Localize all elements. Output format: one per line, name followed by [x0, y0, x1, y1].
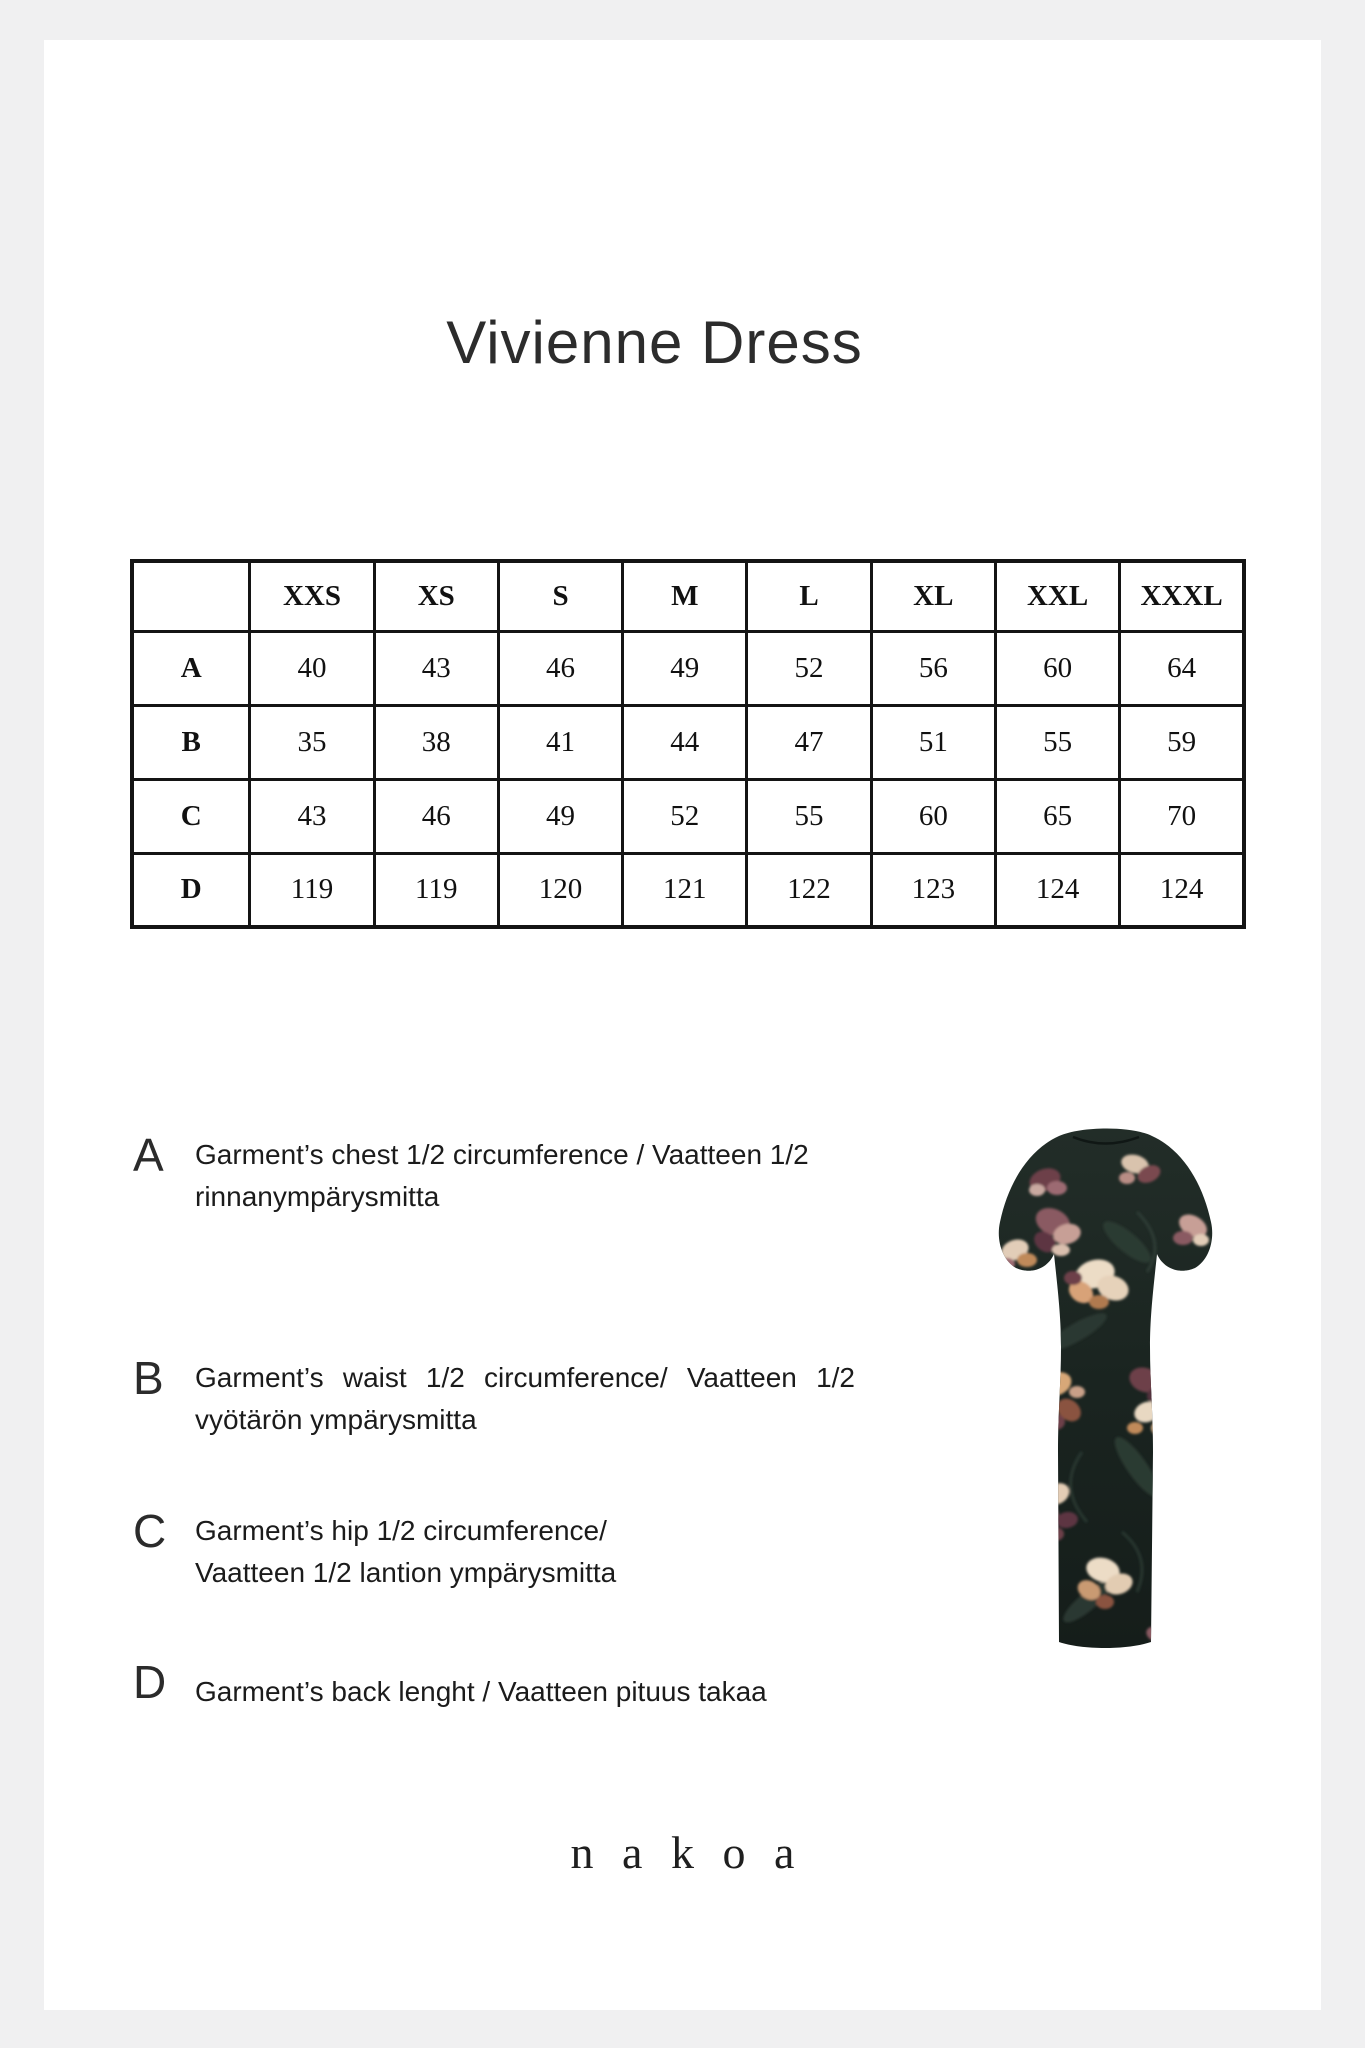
size-value-cell: 120 [498, 853, 622, 927]
measurement-letter: C [133, 1505, 167, 1557]
size-value-cell: 55 [747, 779, 871, 853]
size-column-header: XL [871, 561, 995, 631]
measurement-description-line: Garment’s back lenght / Vaatteen pituus takaa [195, 1676, 767, 1707]
size-row-label: A [132, 631, 250, 705]
measurement-item-c [130, 1505, 855, 1594]
measurement-item-d [130, 1656, 855, 1713]
size-value-cell: 51 [871, 705, 995, 779]
size-chart-body [132, 631, 1244, 927]
size-value-cell: 49 [498, 779, 622, 853]
size-column-header: XXL [995, 561, 1119, 631]
measurement-description-line: Garment’s hip 1/2 circumference/ [195, 1515, 607, 1546]
size-value-cell: 41 [498, 705, 622, 779]
size-value-cell: 46 [374, 779, 498, 853]
size-chart-table [130, 559, 1246, 929]
size-value-cell: 123 [871, 853, 995, 927]
size-chart-corner-cell [132, 561, 250, 631]
size-row-label: C [132, 779, 250, 853]
size-row-c [132, 779, 1244, 853]
page-title: Vivienne Dress [446, 309, 863, 376]
size-value-cell: 44 [623, 705, 747, 779]
size-value-cell: 43 [374, 631, 498, 705]
size-value-cell: 60 [995, 631, 1119, 705]
measurement-letter: B [133, 1352, 164, 1404]
size-column-header: L [747, 561, 871, 631]
size-value-cell: 38 [374, 705, 498, 779]
size-row-a [132, 631, 1244, 705]
size-value-cell: 40 [250, 631, 374, 705]
size-value-cell: 59 [1120, 705, 1244, 779]
measurement-description-line: rinnanympärysmitta [195, 1181, 440, 1212]
size-value-cell: 124 [1120, 853, 1244, 927]
size-chart-page [44, 40, 1321, 2010]
dress-illustration [987, 1122, 1224, 1663]
size-value-cell: 52 [623, 779, 747, 853]
size-value-cell: 35 [250, 705, 374, 779]
size-value-cell: 49 [623, 631, 747, 705]
size-row-d [132, 853, 1244, 927]
measurement-description [195, 1671, 855, 1713]
measurement-letter: A [133, 1129, 164, 1181]
measurement-description-line: Vaatteen 1/2 lantion ympärysmitta [195, 1557, 617, 1588]
size-chart-header-row [132, 561, 1244, 631]
size-column-header: XXXL [1120, 561, 1244, 631]
size-column-header: XS [374, 561, 498, 631]
measurement-letter: D [133, 1656, 167, 1708]
vivienne-dress-photo [987, 1122, 1224, 1663]
size-column-header: XXS [250, 561, 374, 631]
measurement-description-line: Garment’s waist 1/2 circumference/ Vaatteen 1/2 [195, 1362, 855, 1393]
size-row-b [132, 705, 1244, 779]
size-value-cell: 70 [1120, 779, 1244, 853]
size-value-cell: 52 [747, 631, 871, 705]
measurement-description [195, 1357, 855, 1441]
size-value-cell: 124 [995, 853, 1119, 927]
measurement-list [130, 1120, 875, 1760]
size-value-cell: 56 [871, 631, 995, 705]
size-value-cell: 119 [250, 853, 374, 927]
size-row-label: D [132, 853, 250, 927]
measurement-description [195, 1510, 855, 1594]
measurement-item-a [130, 1129, 855, 1218]
size-value-cell: 55 [995, 705, 1119, 779]
size-value-cell: 122 [747, 853, 871, 927]
measurement-item-b [130, 1352, 855, 1441]
size-value-cell: 121 [623, 853, 747, 927]
size-value-cell: 64 [1120, 631, 1244, 705]
size-column-header: S [498, 561, 622, 631]
measurement-description [195, 1134, 855, 1218]
size-value-cell: 119 [374, 853, 498, 927]
size-value-cell: 60 [871, 779, 995, 853]
size-value-cell: 65 [995, 779, 1119, 853]
brand-logo: nakoa [570, 1827, 823, 1878]
size-column-header: M [623, 561, 747, 631]
size-value-cell: 47 [747, 705, 871, 779]
measurement-description-line: Garment’s chest 1/2 circumference / Vaatteen 1/2 [195, 1139, 809, 1170]
size-value-cell: 46 [498, 631, 622, 705]
measurement-description-line: vyötärön ympärysmitta [195, 1404, 477, 1435]
size-value-cell: 43 [250, 779, 374, 853]
size-row-label: B [132, 705, 250, 779]
